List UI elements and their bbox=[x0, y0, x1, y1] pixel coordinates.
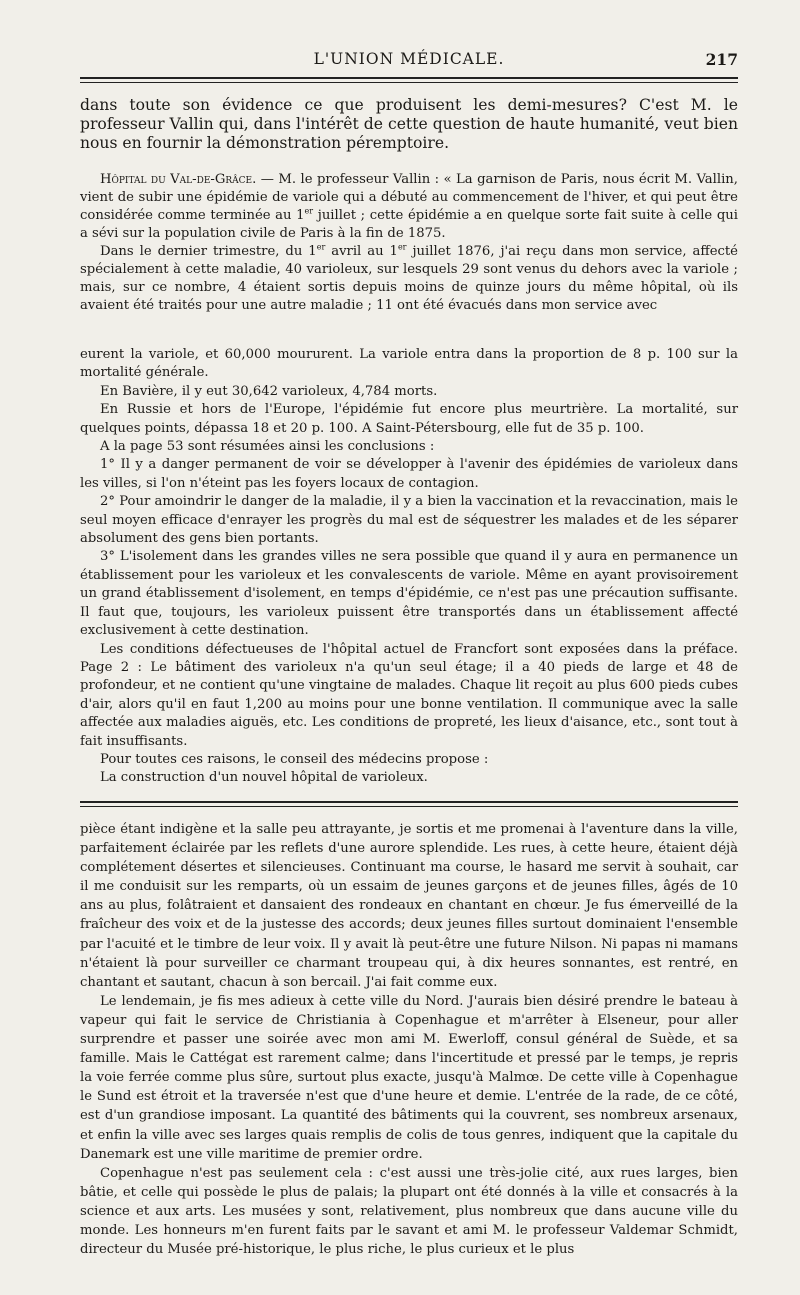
page-number: 217 bbox=[705, 50, 738, 69]
header-rule-secondary bbox=[80, 82, 738, 83]
construction-paragraph: La construction d'un nouvel hôpital de varioleux. bbox=[100, 770, 428, 786]
lead-text: dans toute son évidence ce que produisent les demi-mesures? C'est M. le professeur Vallin qui, dans l'intérêt de cette question de haute humanité, veut bien nous en fournir la démonstration péremptoire. bbox=[80, 96, 738, 152]
hospital-paragraph-2: Dans le dernier trimestre, du 1er avril au 1er juillet 1876, j'ai reçu dans mon service, affecté spécialement à cette maladie, 40 varioleux, sur lesquels 29 sont venus du dehors avec la variole ; mais, sur ce nombre, 4 étaient sortis depuis moins de quinze jours du même hôpital, où ils avaient été traités pour une autre maladie ; 11 ont été évacués dans mon service avec bbox=[80, 242, 738, 313]
feuilleton-rule bbox=[80, 801, 738, 803]
hospital-paragraph-1 bbox=[80, 171, 738, 243]
continuation-line-4: A la page 53 sont résumées ainsi les conclusions : bbox=[100, 439, 435, 455]
hospital-report bbox=[80, 171, 738, 315]
feuilleton-rule-secondary bbox=[80, 806, 738, 807]
continuation-text bbox=[80, 346, 738, 788]
feuilleton-paragraph-3: Copenhague n'est pas seulement cela : c'est aussi une très-jolie cité, aux rues larges, bien bâtie, et celle qui possède le plus de palais; la plupart ont été donnés à la ville et consacrés à la science et aux arts. Les musées y sont, relativement, plus nombreux que dans aucune ville du monde. Les honneurs m'en furent faits par le savant et ami M. le professeur Valdemar Schmidt, directeur du Musée pré-historique, le plus riche, le plus curieux et le plus bbox=[80, 1165, 738, 1258]
page-header bbox=[80, 46, 738, 74]
hospital-paragraph-1-text: — M. le professeur Vallin : « La garnison de Paris, nous écrit M. Vallin, vient de subir une épidémie de variole qui a débuté au commencement de l'hiver, et qui peut être considérée comme terminée au 1er juillet ; cette épidémie a en quelque sorte fait suite à celle qui a sévi sur la population civile de Paris à la fin de 1875. bbox=[80, 172, 738, 241]
hospital-rubric: Hôpital du Val-de-Grâce. bbox=[100, 172, 257, 187]
conclusion-1: 1° Il y a danger permanent de voir se développer à l'avenir des épidémies de varioleux dans les villes, si l'on n'éteint pas les foyers locaux de contagion. bbox=[80, 457, 738, 491]
continuation-line-3: En Russie et hors de l'Europe, l'épidémie fut encore plus meurtrière. La mortalité, sur quelques points, dépassa 18 et 20 p. 100. A Saint-Pétersbourg, elle fut de 35 p. 100. bbox=[80, 402, 738, 436]
frankfort-paragraph: Les conditions défectueuses de l'hôpital actuel de Francfort sont exposées dans la préface. Page 2 : Le bâtiment des varioleux n'a qu'un seul étage; il a 40 pieds de large et 48 de profondeur, et ne contient qu'une vingtaine de malades. Chaque lit reçoit au plus 600 pieds cubes d'air, alors qu'il en faut 1,200 au moins pour une bonne ventilation. Il communique avec la salle affectée aux maladies aiguës, etc. Les conditions de propreté, les lieux d'aisance, etc., sont tout à fait insuffisants. bbox=[80, 641, 738, 749]
continuation-line-2: En Bavière, il y eut 30,642 varioleux, 4,784 morts. bbox=[100, 383, 438, 399]
running-title: L'UNION MÉDICALE. bbox=[313, 50, 505, 68]
lead-paragraph bbox=[80, 96, 738, 153]
council-paragraph: Pour toutes ces raisons, le conseil des médecins propose : bbox=[100, 751, 489, 767]
continuation-line-1: eurent la variole, et 60,000 moururent. La variole entra dans la proportion de 8 p. 100 sur la mortalité générale. bbox=[80, 347, 738, 381]
feuilleton-text bbox=[80, 820, 738, 1259]
conclusion-3: 3° L'isolement dans les grandes villes ne sera possible que quand il y aura en permanence un établissement pour les varioleux et les convalescents de variole. Même en ayant provisoirement un grand établissement d'isolement, en temps d'épidémie, ce n'est pas une précaution suffisante. Il faut que, toujours, les varioleux puissent être transportés dans un établissement affecté exclusivement à cette destination. bbox=[80, 549, 738, 639]
feuilleton-paragraph-2: Le lendemain, je fis mes adieux à cette ville du Nord. J'aurais bien désiré prendre le bateau à vapeur qui fait le service de Christiania à Copenhague et m'arrêter à Elseneur, pour aller surprendre et passer une soirée avec mon ami M. Ewerloff, consul général de Suède, et sa famille. Mais le Cattégat est rarement calme; dans l'incertitude et pressé par le temps, je repris la voie ferrée comme plus sûre, surtout plus exacte, jusqu'à Malmœ. De cette ville à Copenhague le Sund est étroit et la traversée n'est que d'une heure et demie. L'entrée de la rade, de ce côté, est d'un grandiose imposant. La quantité des bâtiments qui la couvrent, ses nombreux arsenaux, et enfin la ville avec ses larges quais remplis de colis de tous genres, indiquent que la capitale du Danemark est une ville maritime de premier ordre. bbox=[80, 993, 738, 1162]
feuilleton-paragraph-1: pièce étant indigène et la salle peu attrayante, je sortis et me promenai à l'aventure dans la ville, parfaitement éclairée par les reflets d'une aurore splendide. Les rues, à cette heure, étaient déjà complétement désertes et silencieuses. Continuant ma course, le hasard me servit à souhait, car il me conduisit sur les remparts, où un essaim de jeunes garçons et de jeunes filles, âgés de 10 ans au plus, folâtraient et dansaient des rondeaux en chantant en chœur. Je fus émerveillé de la fraîcheur des voix et de la justesse des accords; deux jeunes filles surtout dominaient l'ensemble par l'acuité et le timbre de leur voix. Il y avait là peut-être une future Nilson. Ni papas ni mamans n'étaient là pour surveiller ce charmant troupeau qui, à dix heures sonnantes, est rentré, en chantant et sautant, chacun à son bercail. J'ai fait comme eux. bbox=[80, 822, 738, 990]
header-rule bbox=[80, 77, 738, 79]
conclusion-2: 2° Pour amoindrir le danger de la maladie, il y a bien la vaccination et la revaccination, mais le seul moyen efficace d'enrayer les progrès du mal est de séquestrer les malades et de les séparer absolument des gens bien portants. bbox=[80, 494, 738, 547]
